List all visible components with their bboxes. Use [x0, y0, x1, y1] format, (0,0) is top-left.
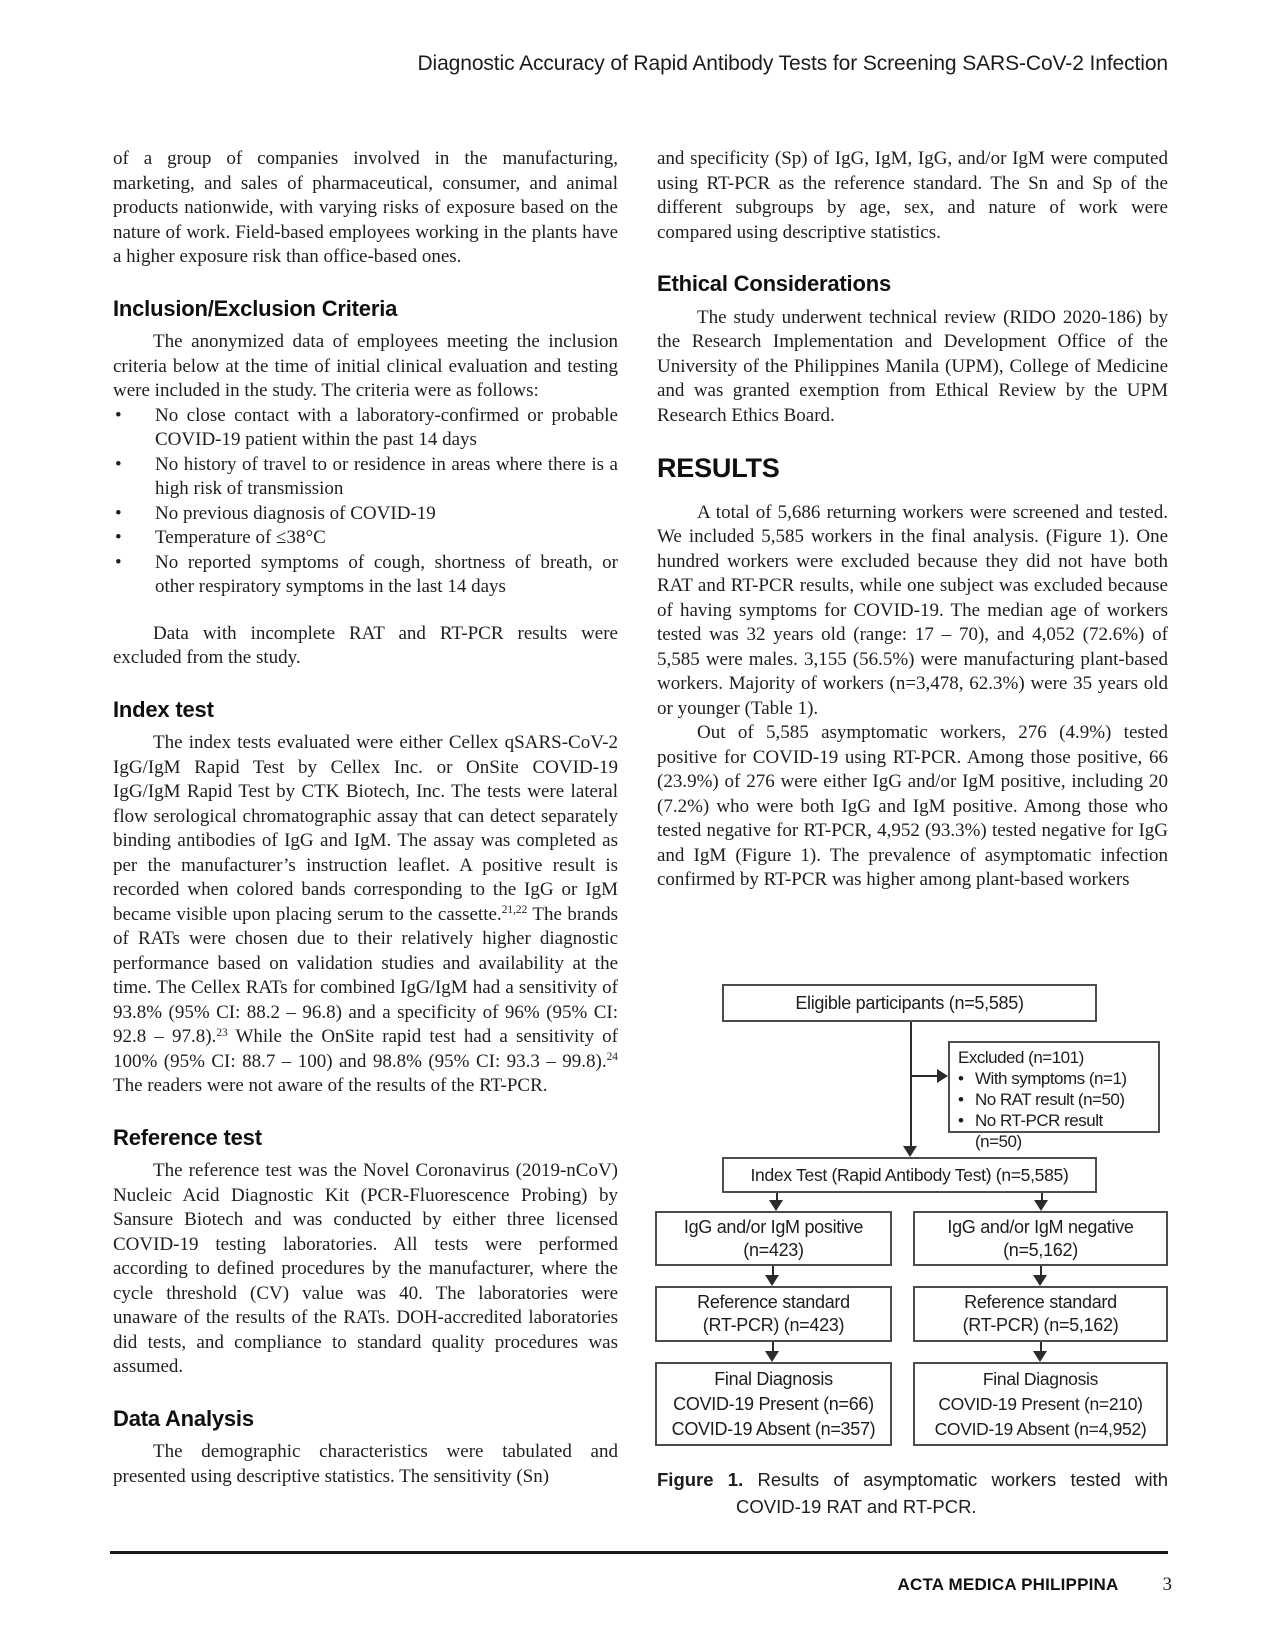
- footer: [110, 1574, 1172, 1596]
- flow-box-label: IgG and/or IgM negative: [947, 1216, 1134, 1237]
- flow-box-label: Final Diagnosis: [982, 1368, 1099, 1389]
- flow-box-label: Final Diagnosis: [714, 1368, 833, 1389]
- flow-box-label: IgG and/or IgM positive: [683, 1216, 864, 1237]
- journal-name: ACTA MEDICA PHILIPPINA: [897, 1575, 1119, 1594]
- figure1-caption: [657, 1466, 1168, 1520]
- flow-box-excluded: [948, 1041, 1160, 1151]
- left-column: [113, 147, 618, 1489]
- figure1-flowchart: [655, 975, 1168, 1457]
- bullet-marker: •: [958, 1111, 964, 1130]
- caption-line1: [657, 1466, 1168, 1493]
- flow-box-count: (RT-PCR) (n=5,162): [962, 1315, 1119, 1335]
- bullet-marker: •: [115, 527, 122, 548]
- criteria-text: No history of travel to or residence in areas where there is a high risk of transmission: [155, 453, 618, 499]
- paragraph-ethical: The study underwent technical review (RIDO 2020-186) by the Research Implementation and Development Office of the University of the Philippines Manila (UPM), College of Medicine and was granted exemption from Ethical Review by the UPM Research Ethics Board.: [657, 306, 1168, 426]
- page-number: 3: [1162, 1574, 1172, 1595]
- arrow-right-icon: [937, 1069, 948, 1083]
- caption-text: Results of asymptomatic workers tested with: [757, 1469, 1168, 1490]
- running-title: Diagnostic Accuracy of Rapid Antibody Tests for Screening SARS-CoV-2 Infection: [417, 52, 1168, 75]
- excluded-item: No RAT result (n=50): [975, 1090, 1125, 1109]
- flow-box-label: Eligible participants (n=5,585): [795, 992, 1024, 1013]
- flow-box-label: Reference standard: [697, 1292, 850, 1312]
- bullet-marker: •: [115, 551, 122, 573]
- flow-box-final-diagnosis-left: [655, 1362, 892, 1446]
- flow-box-eligible-participants: [722, 984, 1097, 1022]
- arrow-down-icon: [769, 1200, 783, 1211]
- excluded-item: With symptoms (n=1): [975, 1069, 1127, 1088]
- caption-line2: COVID-19 RAT and RT-PCR.: [736, 1496, 977, 1517]
- caption-label: Figure 1.: [657, 1469, 744, 1490]
- right-column: [657, 147, 1168, 980]
- flow-box-reference-standard-left: [655, 1286, 892, 1342]
- heading-data-analysis: Data Analysis: [113, 1405, 254, 1431]
- arrow-down-icon: [1033, 1351, 1047, 1362]
- paragraph-results-2: Out of 5,585 asymptomatic workers, 276 (4.9%) tested positive for COVID-19 using RT-PCR. Among those positive, 66 (23.9%) of 276 were either IgG and/or IgM positive, including 20 (7.2%) who were both IgG and IgM positive. Among those who tested negative for RT-PCR, 4,952 (93.3%) tested negative for IgG and IgM (Figure 1). The prevalence of asymptomatic infection confirmed by RT-PCR was higher among plant-based workers: [657, 722, 1168, 890]
- heading-inclusion-exclusion: Inclusion/Exclusion Criteria: [113, 295, 398, 321]
- heading-ethical-considerations: Ethical Considerations: [657, 271, 891, 296]
- footer-rule: [110, 1551, 1168, 1554]
- flow-box-count: (RT-PCR) (n=423): [702, 1315, 845, 1335]
- bullet-marker: •: [115, 453, 122, 475]
- flow-connector-line: [911, 1075, 937, 1077]
- paragraph-data-analysis: The demographic characteristics were tabulated and presented using descriptive statistics. The sensitivity (Sn): [113, 1441, 618, 1487]
- bullet-marker: •: [958, 1090, 964, 1109]
- list-item: [113, 526, 618, 551]
- arrow-down-icon: [765, 1275, 779, 1286]
- flow-box-count: (n=423): [743, 1239, 804, 1260]
- bullet-marker: •: [958, 1069, 964, 1088]
- excluded-list: [958, 1068, 1153, 1152]
- heading-reference-test: Reference test: [113, 1124, 262, 1150]
- flow-box-count: (n=5,162): [1003, 1239, 1078, 1260]
- list-item: [113, 502, 618, 527]
- list-item: [958, 1110, 1153, 1152]
- list-item: [113, 453, 618, 502]
- criteria-text: No reported symptoms of cough, shortness of breath, or other respiratory symptoms in the last 14 days: [155, 551, 618, 597]
- criteria-text: No previous diagnosis of COVID-19: [155, 502, 436, 524]
- flow-box-count: COVID-19 Absent (n=4,952): [934, 1418, 1147, 1439]
- criteria-text: No close contact with a laboratory-confirmed or probable COVID-19 patient within the past 14 days: [155, 404, 618, 450]
- paragraph-continuation: and specificity (Sp) of IgG, IgM, IgG, and/or IgM were computed using RT-PCR as the reference standard. The Sn and Sp of the different subgroups by age, sex, and nature of work were compared using descriptive statistics.: [657, 148, 1168, 243]
- arrow-down-icon: [903, 1146, 917, 1157]
- criteria-text: Temperature of ≤38°C: [155, 527, 326, 548]
- paragraph-continuation: of a group of companies involved in the manufacturing, marketing, and sales of pharmaceutical, consumer, and animal products nationwide, with varying risks of exposure based on the nature of work. Field-based employees working in the plants have a higher exposure risk than office-based ones.: [113, 148, 618, 267]
- flow-box-label: Index Test (Rapid Antibody Test) (n=5,585): [750, 1164, 1069, 1185]
- arrow-down-icon: [1033, 1275, 1047, 1286]
- paragraph-results-1: A total of 5,686 returning workers were screened and tested. We included 5,585 workers in the final analysis. (Figure 1). One hundred workers were excluded because they did not have both RAT and RT-PCR results, while one subject was excluded because of having symptoms for COVID-19. The median age of workers tested was 32 years old (range: 17 – 70), and 4,052 (72.6%) of 5,585 were males. 3,155 (56.5%) were manufacturing plant-based workers. Majority of workers (n=3,478, 62.3%) were 35 years old or younger (Table 1).: [657, 501, 1168, 719]
- flow-box-index-test: [722, 1157, 1097, 1193]
- heading-results: RESULTS: [657, 453, 780, 483]
- list-item: [113, 551, 618, 600]
- excluded-item: No RT-PCR result (n=50): [975, 1111, 1103, 1151]
- flow-connector-line: [910, 1022, 912, 1146]
- flow-box-igm-positive: [655, 1211, 892, 1266]
- flow-box-label: Reference standard: [964, 1292, 1117, 1312]
- list-item: [113, 404, 618, 453]
- bullet-marker: •: [115, 502, 122, 524]
- flow-box-reference-standard-right: [913, 1286, 1168, 1342]
- list-item: [958, 1089, 1153, 1110]
- arrow-down-icon: [765, 1351, 779, 1362]
- criteria-list: [113, 404, 618, 600]
- paragraph-reference-test: The reference test was the Novel Coronavirus (2019-nCoV) Nucleic Acid Diagnostic Kit (PCR-Fluorescence Probing) by Sansure Biotech and was conducted by either three licensed COVID-19 testing laboratories. All tests were performed according to defined procedures by the manufacturer, where the cycle threshold (CV) value was 40. The laboratories were unaware of the results of the RATs. DOH-accredited laboratories did tests, and compliance to standard quality procedures was assumed.: [113, 1160, 618, 1377]
- flow-box-final-diagnosis-right: [913, 1362, 1168, 1446]
- flow-box-igm-negative: [913, 1211, 1168, 1266]
- paragraph-index-test: The index tests evaluated were either Cellex qSARS-CoV-2 IgG/IgM Rapid Test by Cellex Inc. or OnSite COVID-19 IgG/IgM Rapid Test by CTK Biotech, Inc. The tests were lateral flow serological chromatographic assay that can detect separately binding antibodies of IgG and IgM. The assay was completed as per the manufacturer’s instruction leaflet. A positive result is recorded when colored bands corresponding to the IgG or IgM became visible upon placing serum to the cassette.$^{21,22}$ The brands of RATs were chosen due to their relatively higher diagnostic performance based on validation studies and availability at the time. The Cellex RATs for combined IgG/IgM had a sensitivity of 93.8% (95% CI: 88.2 – 96.8) and a specificity of 96% (95% CI: 92.8 – 97.8).$^{23}$ While the OnSite rapid test had a sensitivity of 100% (95% CI: 88.7 – 100) and 98.8% (95% CI: 93.3 – 99.8).$^{24}$ The readers were not aware of the results of the RT-PCR.: [113, 732, 619, 1096]
- flow-box-count: COVID-19 Absent (n=357): [671, 1418, 876, 1439]
- flow-box-count: COVID-19 Present (n=66): [673, 1393, 874, 1414]
- excluded-title: Excluded (n=101): [958, 1048, 1084, 1067]
- paragraph-inclusion-intro: The anonymized data of employees meeting the inclusion criteria below at the time of initial clinical evaluation and testing were included in the study. The criteria were as follows:: [113, 331, 618, 401]
- list-item: [958, 1068, 1153, 1089]
- heading-index-test: Index test: [113, 696, 214, 722]
- flow-box-count: COVID-19 Present (n=210): [938, 1393, 1143, 1414]
- paragraph-excluded-data: Data with incomplete RAT and RT-PCR results were excluded from the study.: [113, 622, 618, 668]
- bullet-marker: •: [115, 404, 122, 426]
- arrow-down-icon: [1034, 1200, 1048, 1211]
